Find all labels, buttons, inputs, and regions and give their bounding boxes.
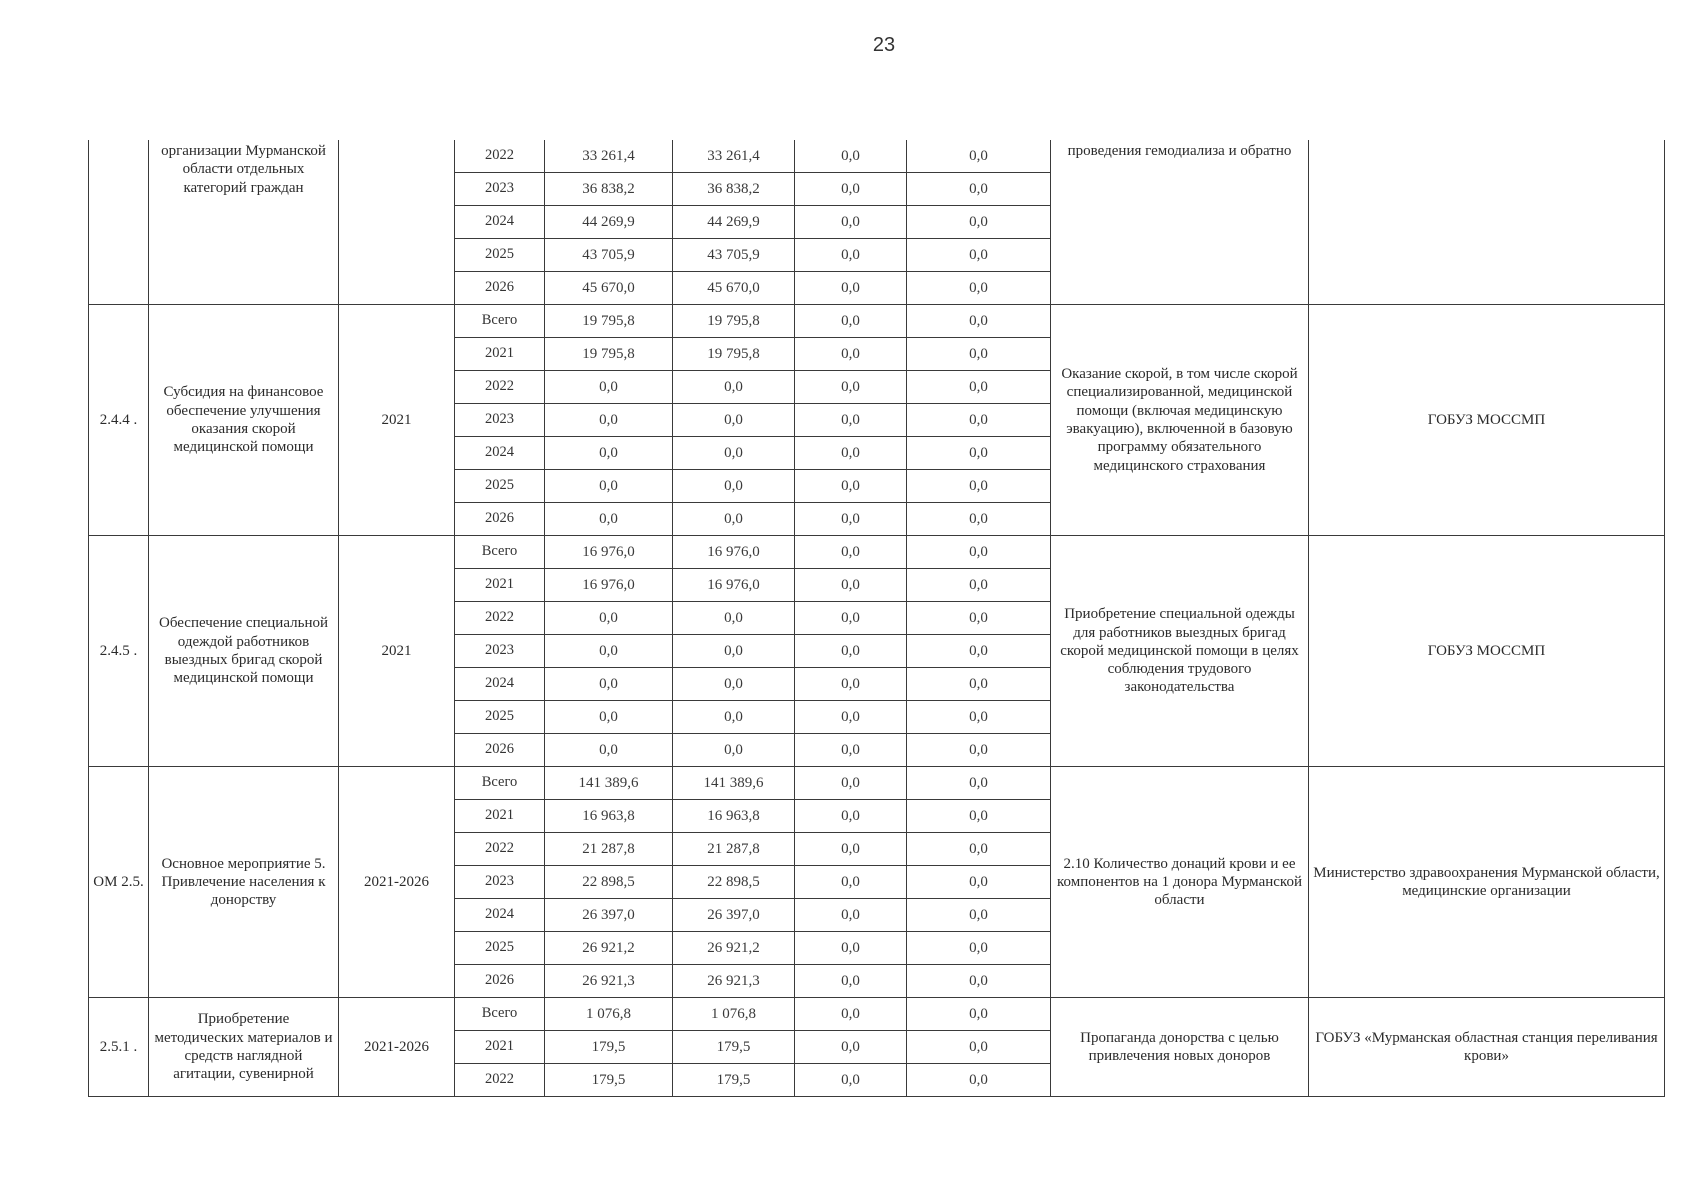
- total-amount-cell: 22 898,5: [545, 866, 673, 899]
- year-cell: Всего: [455, 998, 545, 1031]
- activity-name-cell: Приобретение методических материалов и средств наглядной агитации, сувенирной: [149, 998, 339, 1097]
- regional-budget-cell: 16 976,0: [673, 569, 795, 602]
- year-cell: 2022: [455, 140, 545, 173]
- year-cell: 2026: [455, 503, 545, 536]
- regional-budget-cell: 44 269,9: [673, 206, 795, 239]
- table-body: [89, 140, 1665, 1097]
- total-amount-cell: 33 261,4: [545, 140, 673, 173]
- year-cell: 2024: [455, 206, 545, 239]
- year-cell: 2026: [455, 734, 545, 767]
- other-sources-cell: 0,0: [907, 833, 1051, 866]
- federal-budget-cell: 0,0: [795, 338, 907, 371]
- other-sources-cell: 0,0: [907, 239, 1051, 272]
- expected-result-cell: Пропаганда донорства с целью привлечения новых доноров: [1051, 998, 1309, 1097]
- other-sources-cell: 0,0: [907, 602, 1051, 635]
- year-cell: Всего: [455, 305, 545, 338]
- activity-code-cell: 2.4.5 .: [89, 536, 149, 767]
- other-sources-cell: 0,0: [907, 965, 1051, 998]
- total-amount-cell: 0,0: [545, 701, 673, 734]
- other-sources-cell: 0,0: [907, 404, 1051, 437]
- other-sources-cell: 0,0: [907, 470, 1051, 503]
- other-sources-cell: 0,0: [907, 635, 1051, 668]
- total-amount-cell: 0,0: [545, 404, 673, 437]
- regional-budget-cell: 0,0: [673, 437, 795, 470]
- other-sources-cell: 0,0: [907, 800, 1051, 833]
- regional-budget-cell: 0,0: [673, 503, 795, 536]
- regional-budget-cell: 19 795,8: [673, 338, 795, 371]
- total-amount-cell: 0,0: [545, 437, 673, 470]
- federal-budget-cell: 0,0: [795, 701, 907, 734]
- year-cell: 2025: [455, 470, 545, 503]
- other-sources-cell: 0,0: [907, 206, 1051, 239]
- total-amount-cell: 45 670,0: [545, 272, 673, 305]
- other-sources-cell: 0,0: [907, 305, 1051, 338]
- year-cell: 2021: [455, 338, 545, 371]
- other-sources-cell: 0,0: [907, 899, 1051, 932]
- regional-budget-cell: 26 921,3: [673, 965, 795, 998]
- total-amount-cell: 19 795,8: [545, 305, 673, 338]
- expected-result-cell: Оказание скорой, в том числе скорой специализированной, медицинской помощи (включая медицинскую эвакуацию), включенной в базовую программу обязательного медицинского страхования: [1051, 305, 1309, 536]
- other-sources-cell: 0,0: [907, 437, 1051, 470]
- year-cell: 2025: [455, 932, 545, 965]
- period-cell: 2021-2026: [339, 767, 455, 998]
- total-amount-cell: 0,0: [545, 635, 673, 668]
- federal-budget-cell: 0,0: [795, 569, 907, 602]
- other-sources-cell: 0,0: [907, 998, 1051, 1031]
- federal-budget-cell: 0,0: [795, 272, 907, 305]
- other-sources-cell: 0,0: [907, 932, 1051, 965]
- year-cell: 2025: [455, 701, 545, 734]
- federal-budget-cell: 0,0: [795, 800, 907, 833]
- other-sources-cell: 0,0: [907, 767, 1051, 800]
- program-activities-table: [88, 140, 1665, 1097]
- year-cell: 2022: [455, 602, 545, 635]
- other-sources-cell: 0,0: [907, 866, 1051, 899]
- activity-name-cell: организации Мурманской области отдельных категорий граждан: [149, 140, 339, 305]
- total-amount-cell: 36 838,2: [545, 173, 673, 206]
- federal-budget-cell: 0,0: [795, 833, 907, 866]
- activity-name-cell: Обеспечение специальной одеждой работников выездных бригад скорой медицинской помощи: [149, 536, 339, 767]
- federal-budget-cell: 0,0: [795, 536, 907, 569]
- total-amount-cell: 0,0: [545, 602, 673, 635]
- year-cell: 2021: [455, 800, 545, 833]
- other-sources-cell: 0,0: [907, 338, 1051, 371]
- activity-code-cell: [89, 140, 149, 305]
- regional-budget-cell: 16 976,0: [673, 536, 795, 569]
- total-amount-cell: 0,0: [545, 470, 673, 503]
- other-sources-cell: 0,0: [907, 1031, 1051, 1064]
- federal-budget-cell: 0,0: [795, 932, 907, 965]
- total-amount-cell: 19 795,8: [545, 338, 673, 371]
- regional-budget-cell: 19 795,8: [673, 305, 795, 338]
- regional-budget-cell: 0,0: [673, 734, 795, 767]
- expected-result-cell: проведения гемодиализа и обратно: [1051, 140, 1309, 305]
- total-amount-cell: 0,0: [545, 503, 673, 536]
- total-amount-cell: 16 976,0: [545, 569, 673, 602]
- regional-budget-cell: 36 838,2: [673, 173, 795, 206]
- year-cell: 2024: [455, 899, 545, 932]
- year-cell: 2025: [455, 239, 545, 272]
- federal-budget-cell: 0,0: [795, 503, 907, 536]
- year-cell: 2024: [455, 668, 545, 701]
- year-cell: 2023: [455, 635, 545, 668]
- regional-budget-cell: 0,0: [673, 404, 795, 437]
- year-cell: 2024: [455, 437, 545, 470]
- federal-budget-cell: 0,0: [795, 371, 907, 404]
- total-amount-cell: 0,0: [545, 734, 673, 767]
- table-row: [89, 536, 1665, 569]
- federal-budget-cell: 0,0: [795, 998, 907, 1031]
- regional-budget-cell: 16 963,8: [673, 800, 795, 833]
- year-cell: 2023: [455, 866, 545, 899]
- federal-budget-cell: 0,0: [795, 206, 907, 239]
- executor-cell: ГОБУЗ «Мурманская областная станция переливания крови»: [1309, 998, 1665, 1097]
- other-sources-cell: 0,0: [907, 668, 1051, 701]
- year-cell: 2022: [455, 371, 545, 404]
- period-cell: 2021: [339, 305, 455, 536]
- federal-budget-cell: 0,0: [795, 635, 907, 668]
- year-cell: 2023: [455, 404, 545, 437]
- total-amount-cell: 0,0: [545, 371, 673, 404]
- regional-budget-cell: 1 076,8: [673, 998, 795, 1031]
- regional-budget-cell: 179,5: [673, 1031, 795, 1064]
- regional-budget-cell: 21 287,8: [673, 833, 795, 866]
- federal-budget-cell: 0,0: [795, 140, 907, 173]
- period-cell: 2021-2026: [339, 998, 455, 1097]
- activity-code-cell: 2.4.4 .: [89, 305, 149, 536]
- activity-name-cell: Основное мероприятие 5. Привлечение населения к донорству: [149, 767, 339, 998]
- federal-budget-cell: 0,0: [795, 899, 907, 932]
- total-amount-cell: 0,0: [545, 668, 673, 701]
- year-cell: 2026: [455, 965, 545, 998]
- page-number: 23: [872, 34, 896, 56]
- regional-budget-cell: 0,0: [673, 668, 795, 701]
- total-amount-cell: 16 976,0: [545, 536, 673, 569]
- regional-budget-cell: 26 397,0: [673, 899, 795, 932]
- federal-budget-cell: 0,0: [795, 437, 907, 470]
- regional-budget-cell: 0,0: [673, 602, 795, 635]
- table-row: [89, 998, 1665, 1031]
- year-cell: 2022: [455, 833, 545, 866]
- total-amount-cell: 141 389,6: [545, 767, 673, 800]
- regional-budget-cell: 0,0: [673, 371, 795, 404]
- year-cell: 2026: [455, 272, 545, 305]
- year-cell: 2023: [455, 173, 545, 206]
- activity-code-cell: ОМ 2.5.: [89, 767, 149, 998]
- table-row: [89, 767, 1665, 800]
- total-amount-cell: 26 921,3: [545, 965, 673, 998]
- federal-budget-cell: 0,0: [795, 173, 907, 206]
- year-cell: 2021: [455, 569, 545, 602]
- executor-cell: [1309, 140, 1665, 305]
- federal-budget-cell: 0,0: [795, 767, 907, 800]
- other-sources-cell: 0,0: [907, 734, 1051, 767]
- other-sources-cell: 0,0: [907, 371, 1051, 404]
- federal-budget-cell: 0,0: [795, 404, 907, 437]
- federal-budget-cell: 0,0: [795, 1031, 907, 1064]
- federal-budget-cell: 0,0: [795, 1064, 907, 1097]
- executor-cell: ГОБУЗ МОССМП: [1309, 305, 1665, 536]
- regional-budget-cell: 33 261,4: [673, 140, 795, 173]
- total-amount-cell: 179,5: [545, 1064, 673, 1097]
- total-amount-cell: 1 076,8: [545, 998, 673, 1031]
- other-sources-cell: 0,0: [907, 701, 1051, 734]
- expected-result-cell: 2.10 Количество донаций крови и ее компонентов на 1 донора Мурманской области: [1051, 767, 1309, 998]
- federal-budget-cell: 0,0: [795, 239, 907, 272]
- other-sources-cell: 0,0: [907, 569, 1051, 602]
- other-sources-cell: 0,0: [907, 173, 1051, 206]
- period-cell: [339, 140, 455, 305]
- period-cell: 2021: [339, 536, 455, 767]
- total-amount-cell: 26 921,2: [545, 932, 673, 965]
- total-amount-cell: 179,5: [545, 1031, 673, 1064]
- expected-result-cell: Приобретение специальной одежды для работников выездных бригад скорой медицинской помощи в целях соблюдения трудового законодательства: [1051, 536, 1309, 767]
- other-sources-cell: 0,0: [907, 140, 1051, 173]
- total-amount-cell: 21 287,8: [545, 833, 673, 866]
- other-sources-cell: 0,0: [907, 1064, 1051, 1097]
- other-sources-cell: 0,0: [907, 536, 1051, 569]
- regional-budget-cell: 43 705,9: [673, 239, 795, 272]
- federal-budget-cell: 0,0: [795, 965, 907, 998]
- regional-budget-cell: 0,0: [673, 701, 795, 734]
- table-row: [89, 305, 1665, 338]
- federal-budget-cell: 0,0: [795, 866, 907, 899]
- total-amount-cell: 43 705,9: [545, 239, 673, 272]
- regional-budget-cell: 45 670,0: [673, 272, 795, 305]
- year-cell: Всего: [455, 536, 545, 569]
- total-amount-cell: 44 269,9: [545, 206, 673, 239]
- federal-budget-cell: 0,0: [795, 470, 907, 503]
- federal-budget-cell: 0,0: [795, 602, 907, 635]
- other-sources-cell: 0,0: [907, 503, 1051, 536]
- regional-budget-cell: 22 898,5: [673, 866, 795, 899]
- regional-budget-cell: 0,0: [673, 635, 795, 668]
- year-cell: Всего: [455, 767, 545, 800]
- activity-name-cell: Субсидия на финансовое обеспечение улучшения оказания скорой медицинской помощи: [149, 305, 339, 536]
- federal-budget-cell: 0,0: [795, 668, 907, 701]
- regional-budget-cell: 26 921,2: [673, 932, 795, 965]
- year-cell: 2021: [455, 1031, 545, 1064]
- table-row: [89, 140, 1665, 173]
- regional-budget-cell: 141 389,6: [673, 767, 795, 800]
- executor-cell: ГОБУЗ МОССМП: [1309, 536, 1665, 767]
- total-amount-cell: 16 963,8: [545, 800, 673, 833]
- year-cell: 2022: [455, 1064, 545, 1097]
- federal-budget-cell: 0,0: [795, 734, 907, 767]
- total-amount-cell: 26 397,0: [545, 899, 673, 932]
- regional-budget-cell: 179,5: [673, 1064, 795, 1097]
- other-sources-cell: 0,0: [907, 272, 1051, 305]
- regional-budget-cell: 0,0: [673, 470, 795, 503]
- executor-cell: Министерство здравоохранения Мурманской области, медицинские организации: [1309, 767, 1665, 998]
- activity-code-cell: 2.5.1 .: [89, 998, 149, 1097]
- federal-budget-cell: 0,0: [795, 305, 907, 338]
